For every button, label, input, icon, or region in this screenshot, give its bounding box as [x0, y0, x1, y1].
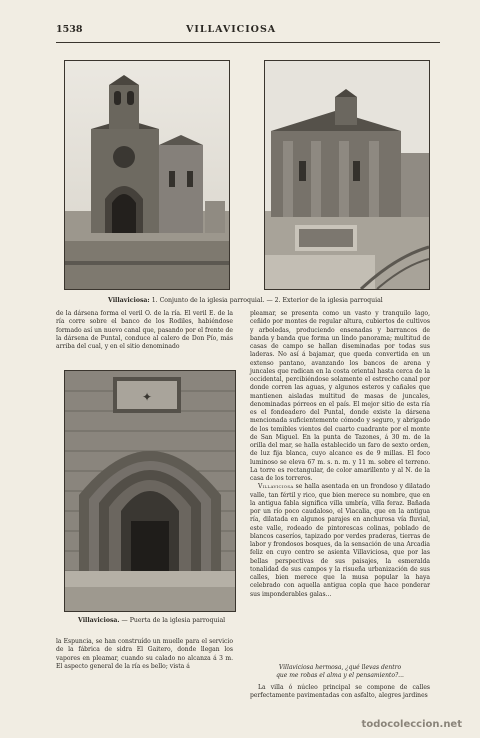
caption-top-figures: [108, 297, 383, 304]
left-column-top: [56, 310, 233, 351]
verse-quote: [250, 664, 430, 680]
caption-top-place: Villaviciosa:: [108, 297, 150, 304]
right-column: [250, 310, 430, 599]
photo-church-exterior: [264, 60, 430, 290]
caption-portal: [78, 617, 225, 624]
town-name: Villaviciosa: [258, 483, 294, 491]
right-column-end: [250, 684, 430, 701]
caption-portal-rest: — Puerta de la iglesia parroquial: [119, 617, 226, 624]
paragraph: Villaviciosa se halla asentada en un frondoso y dilatado valle, tan fértil y rico, que bien merece su nombre, que en la antigua fabla significa villa umbría, villa feraz. Bañada por un río poco caudaloso, el Viacalia, que en la antigua ría, dilatada en algunos parajes en anchurosa vía fluvial, este valle, rodeado de pintorescas colinas, poblado de blancos caseríos, tapizado por verdes praderas, tierras de labor y frondosos bosques, da la sensación de una Arcadia feliz en cuyo centro se asienta Villaviciosa, que por las bellas perspectivas de sus paisajes, la esmeralda tonalidad de sus campos y la risueña urbanización de sus calles, bien merece que la musa popular la haya celebrado con aquella antigua copla que hace ponderar sus imponderables galas...: [250, 483, 430, 598]
caption-portal-place: Villaviciosa.: [78, 617, 120, 624]
left-column-bottom: [56, 638, 233, 671]
verse-line-2: que me robas el alma y el pensamiento?...: [276, 672, 404, 679]
running-head: VILLAVICIOSA: [186, 24, 277, 35]
paragraph: pleamar, se presenta como un vasto y tranquilo lago, ceñido por montes de regular altura, cubiertos de cultivos y arboledas, produciendo ensenadas y barrancos de banda y banda que forma un lindo panorama; multitud de casas de campo se hallan diseminadas por todas sus laderas. No así á bajamar, que queda convertida en un extenso pantano, avanzando los bancos de arena y juncales que radican en la costa oriental hasta cerca de la occidental, percibiéndose solamente el estrecho canal por donde corren las aguas, y algunos esteros y cañales que mantienen aisladas multitud de masas de juncales, denominadas pórreos en el país. El mejor sitio de esta ría es el fondeadero del Puntal, donde existe la dársena mencionada suficientemente cómodo y seguro, y abrigado de los temibles vientos del cuarto cuadrante por el monte de San Miguel. En la punta de Tazones, á 30 m. de la orilla del mar, se halla establecido un faro de sexto orden, de luz fija blanca, cuyo alcance es de 9 millas. El foco luminoso se eleva 67 m. s. n. m. y 11 m. sobre el terreno. La torre es rectangular, de color amarillento y al N. de la casa de los torreros.: [250, 310, 430, 482]
watermark-suffix: .net: [439, 719, 462, 730]
paragraph: La villa ó núcleo principal se compone de calles perfectamente pavimentadas con asfalto, alegres jardines: [250, 684, 430, 700]
photo-church-ensemble: [64, 60, 230, 290]
svg-text:✦: ✦: [141, 390, 153, 404]
page-number: 1538: [56, 24, 83, 35]
page-header: [56, 24, 440, 38]
paragraph: de la dársena forma el veril O. de la ría. El veril E. de la ría corre sobre el banco de los Rodiles, habiéndose formado así un nuevo canal que, pasando por el frente de la dársena de Puntal, conduce al calero de Don Pío, más arriba del cual, y en el sitio denominado: [56, 310, 233, 350]
paragraph: la Espuncia, se han construído un muelle para el servicio de la fábrica de sidra El Gaitero, donde llegan los vapores en pleamar, cuando su calado no alcanza á 3 m. El aspecto general de la ría es bello; vista á: [56, 638, 233, 670]
watermark-prefix: todocoleccion: [361, 719, 440, 730]
verse-line-1: Villaviciosa hermosa, ¿qué llevas dentro: [278, 664, 402, 671]
caption-top-rest: 1. Conjunto de la iglesia parroquial. — 2. Exterior de la iglesia parroquial: [149, 297, 383, 304]
photo-church-portal: [64, 370, 236, 612]
header-rule: [56, 42, 440, 43]
watermark: [0, 712, 480, 738]
